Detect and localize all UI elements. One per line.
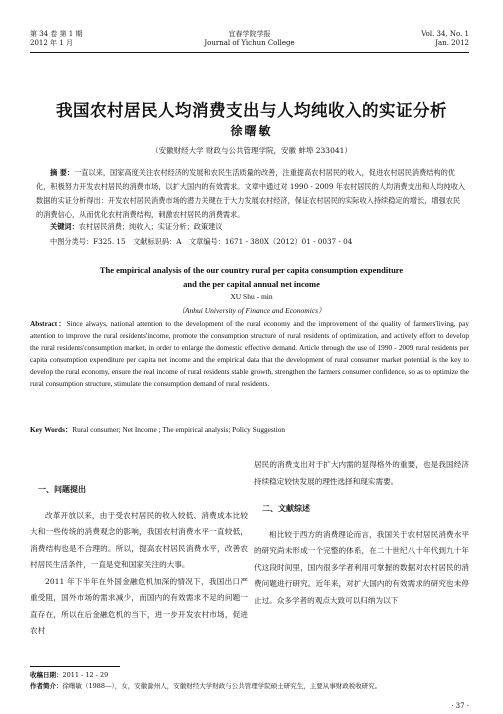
abstract-en-label: Abstract： bbox=[30, 319, 67, 328]
author-bio bbox=[30, 681, 469, 692]
body-paragraph: 相比较于西方的消费理论而言，我国关于农村居民消费水平的研究尚未形成一个完整的体系，在二十世纪八十年代到九十年代这段时间里，国内很多学者利用可掌握的数据对农村居民的消费问题进行研究。近年来，对扩大国内的有效需求的研究也未停止过。众多学者的观点大致可以归纳为以下 bbox=[254, 529, 469, 605]
class-label: 中图分类号： bbox=[50, 237, 94, 246]
header-right bbox=[421, 30, 469, 48]
journal-name-cn: 宜春学院学报 bbox=[228, 30, 271, 38]
section-1-heading: 一、问题提出 bbox=[38, 484, 86, 494]
volume-issue: 第 34 卷 第 1 期 bbox=[30, 30, 83, 38]
doc-code-label: 文献标识码： bbox=[133, 237, 177, 246]
keywords-cn-label: 关键词： bbox=[50, 222, 79, 231]
body-column-left bbox=[30, 457, 248, 640]
doc-code-value: A bbox=[176, 237, 182, 246]
author-bio-text: 徐曙敏（1988—），女，安徽滁州人，安徽财经大学财政与公共管理学院硕士研究生，主要从事财政税收研究。 bbox=[62, 681, 382, 690]
article-affiliation: （安徽财经大学 财政与公共管理学院，安徽 蚌埠 233041） bbox=[151, 146, 352, 155]
header-center bbox=[30, 30, 469, 48]
abstract-cn-label: 摘 要： bbox=[50, 168, 75, 177]
english-title bbox=[0, 263, 503, 291]
abstract-en bbox=[30, 318, 469, 389]
running-header bbox=[30, 30, 469, 52]
abstract-en-text: Since always, national attention to the development of the rural economy and the improvement of the quality of farmers'living, pay attention to improve the rural residents'income, promote the consumption structure of rural residents of optimization, and actively effort to develop the rural residents'consumption market, in order to enlarge the domestic effective demand. Article through the use of 1990 - 2009 rural residents per capita consumption expenditure per capita net income and the empirical data that the development of rural consumer market potential is the key to develop the rural economy, ensure the real income of rural residents stable growth, strengthen the farmers consumer confidence, so as to optimize the rural consumption structure, stimulate the consumption demand of rural residents. bbox=[30, 319, 470, 388]
abstract-cn bbox=[36, 166, 467, 222]
header-rule bbox=[30, 52, 469, 53]
article-author: 徐曙敏 bbox=[230, 124, 273, 138]
keywords-cn bbox=[50, 222, 223, 232]
english-affiliation: （Anhui University of Finance and Economics） bbox=[177, 306, 326, 315]
keywords-cn-text: 农村居民消费；纯收入；实证分析；政策建议 bbox=[78, 222, 223, 231]
received-label: 收稿日期： bbox=[30, 671, 63, 679]
keywords-en-label: Key Words： bbox=[30, 425, 73, 434]
body-paragraph: 改革开放以来，由于受农村居民的收入较低、消费成本比较大和一些传统的消费观念的影响，我国农村消费水平一直较低，消费结构也是不合理的。所以，提高农村居民消费水平，改善农村居民生活条件，一直是党和国家关注的大事。 bbox=[30, 510, 248, 569]
author-bio-label: 作者简介： bbox=[30, 681, 63, 690]
english-title-line1: The empirical analysis of the our country rural per capita consumption expenditure bbox=[99, 265, 404, 275]
article-id-label: 文章编号： bbox=[188, 237, 225, 246]
issue-date-en: Jan. 2012 bbox=[435, 39, 469, 47]
english-author: XU Shu - min bbox=[230, 292, 273, 301]
page-number: · 37 · bbox=[451, 702, 469, 710]
article-title: 我国农村居民人均消费支出与人均纯收入的实证分析 bbox=[56, 101, 447, 120]
section-2-heading: 二、文献综述 bbox=[262, 503, 310, 513]
article-id-value: 1671 - 380X（2012）01 - 0037 - 04 bbox=[224, 237, 353, 246]
received-value: 2011 - 12 - 29 bbox=[62, 671, 109, 679]
classification-line bbox=[50, 237, 352, 247]
volume-issue-en: Vol. 34, No. 1 bbox=[421, 30, 469, 38]
footnote-rule bbox=[30, 666, 120, 667]
keywords-en bbox=[30, 425, 469, 435]
class-value: F325. 15 bbox=[93, 237, 126, 246]
english-title-line2: and the per capital annual net income bbox=[183, 279, 320, 289]
body-paragraph: 居民的消费支出对于扩大内需的显得格外的重要，也是我国经济持续稳定较快发展的理性选择和现实需要。 bbox=[254, 460, 469, 486]
footnote bbox=[30, 670, 469, 691]
received-date bbox=[30, 670, 469, 681]
body-paragraph: 2011 年下半年在外国金融危机加深的情况下，我国出口严重受阻，国外市场的需求减少，而国内的有效需求不足的问题一直存在，所以在后金融危机的当下，进一步开发农村市场，促进农村 bbox=[30, 576, 248, 635]
issue-date-cn: 2012 年 1 月 bbox=[30, 39, 73, 47]
body-column-right bbox=[254, 457, 469, 609]
keywords-en-text: Rural consumer; Net Income ; The empirical analysis; Policy Suggestion bbox=[72, 425, 286, 434]
abstract-cn-text: 一直以来，国家高度关注农村经济的发展和农民生活质量的改善，注重提高农村居民的收入，促进农村居民消费结构的优化，积极努力开发农村居民的消费市场，以扩大国内的有效需求。文章中通过对 1990 - 2009 年农村居民的人均消费支出和人均纯收入数据的实证分析得出：开发农村居民消费市场的潜力关键在于大力发展农村经济，保证农村居民的实际收入持续稳定的增长，增强农民的消费信心，从而优化农村消费结构，刺激农村居民的消费需求。 bbox=[36, 168, 466, 219]
journal-name-en: Journal of Yichun College bbox=[204, 39, 295, 47]
